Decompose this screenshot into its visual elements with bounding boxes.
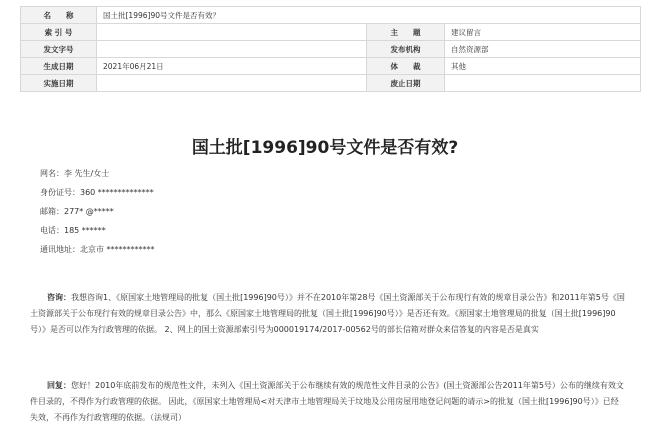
contact-address: 通讯地址：北京市 ************ xyxy=(40,245,155,254)
contact-phone: 电话：185 ****** xyxy=(40,226,106,235)
meta-value xyxy=(97,41,367,58)
answer-text: 您好！2010年底前发布的规范性文件，未列入《国土资源部关于公布继续有效的规范性文件目录的公告》(国土资源部公告2011年第5号）公布的继续有效文件目录的，不得作为行政管理的依据。 因此，《原国家土地管理局<对天津市土地管理局关于坟地及公用房屋用地登记问题的请示>的批复（国土批[1996]90号）》已经失效，不再作为行政管理的依据。（法规司） xyxy=(30,381,624,422)
meta-label: 名 称 xyxy=(21,7,97,24)
meta-label: 实施日期 xyxy=(21,75,97,92)
meta-row-index xyxy=(21,24,641,41)
meta-value xyxy=(97,24,367,41)
page-title: 国土批[1996]90号文件是否有效? xyxy=(191,138,459,158)
meta-label: 废止日期 xyxy=(367,75,445,92)
meta-value-genre: 其他 xyxy=(445,58,641,75)
meta-label: 发文字号 xyxy=(21,41,97,58)
meta-label: 发布机构 xyxy=(367,41,445,58)
meta-label: 体 裁 xyxy=(367,58,445,75)
contact-email: 邮箱：277* @***** xyxy=(40,207,114,216)
question-text: 我想咨询1、《原国家土地管理局的批复（国土批[1996]90号）》并不在2010年第28号《国土资源部关于公布现行有效的规章目录公告》和2011年第5号《国土资源部关于公布现行有效的规章目录公告》中，那么《原国家土地管理局的批复（国土批[1996]90号）》是否还有效。《原国家土地管理局的批复（国土批[1996]90号）》是否可以作为行政管理的依据。 2、网上的国土资源部索引号为000019174/2017-00562号的部长信箱对群众来信答复的内容是否是真实 xyxy=(30,293,625,334)
meta-label: 生成日期 xyxy=(21,58,97,75)
meta-value-date: 2021年06月21日 xyxy=(97,58,367,75)
contact-info xyxy=(40,168,155,263)
meta-row-date xyxy=(21,58,641,75)
contact-id: 身份证号：360 ************** xyxy=(40,188,154,197)
meta-row-effective xyxy=(21,75,641,92)
meta-value-name: 国土批[1996]90号文件是否有效？ xyxy=(97,7,641,24)
meta-row-name xyxy=(21,7,641,24)
question-paragraph xyxy=(30,290,626,338)
meta-label: 主 题 xyxy=(367,24,445,41)
meta-value xyxy=(445,75,641,92)
metadata-table xyxy=(20,6,641,92)
meta-row-docno xyxy=(21,41,641,58)
answer-label: 回复： xyxy=(47,381,71,390)
meta-value xyxy=(97,75,367,92)
meta-label: 索 引 号 xyxy=(21,24,97,41)
contact-name: 网名：李 先生/女士 xyxy=(40,169,110,178)
meta-value-publisher: 自然资源部 xyxy=(445,41,641,58)
question-label: 咨询： xyxy=(47,293,71,302)
answer-paragraph xyxy=(30,378,626,426)
meta-value-topic: 建议留言 xyxy=(445,24,641,41)
